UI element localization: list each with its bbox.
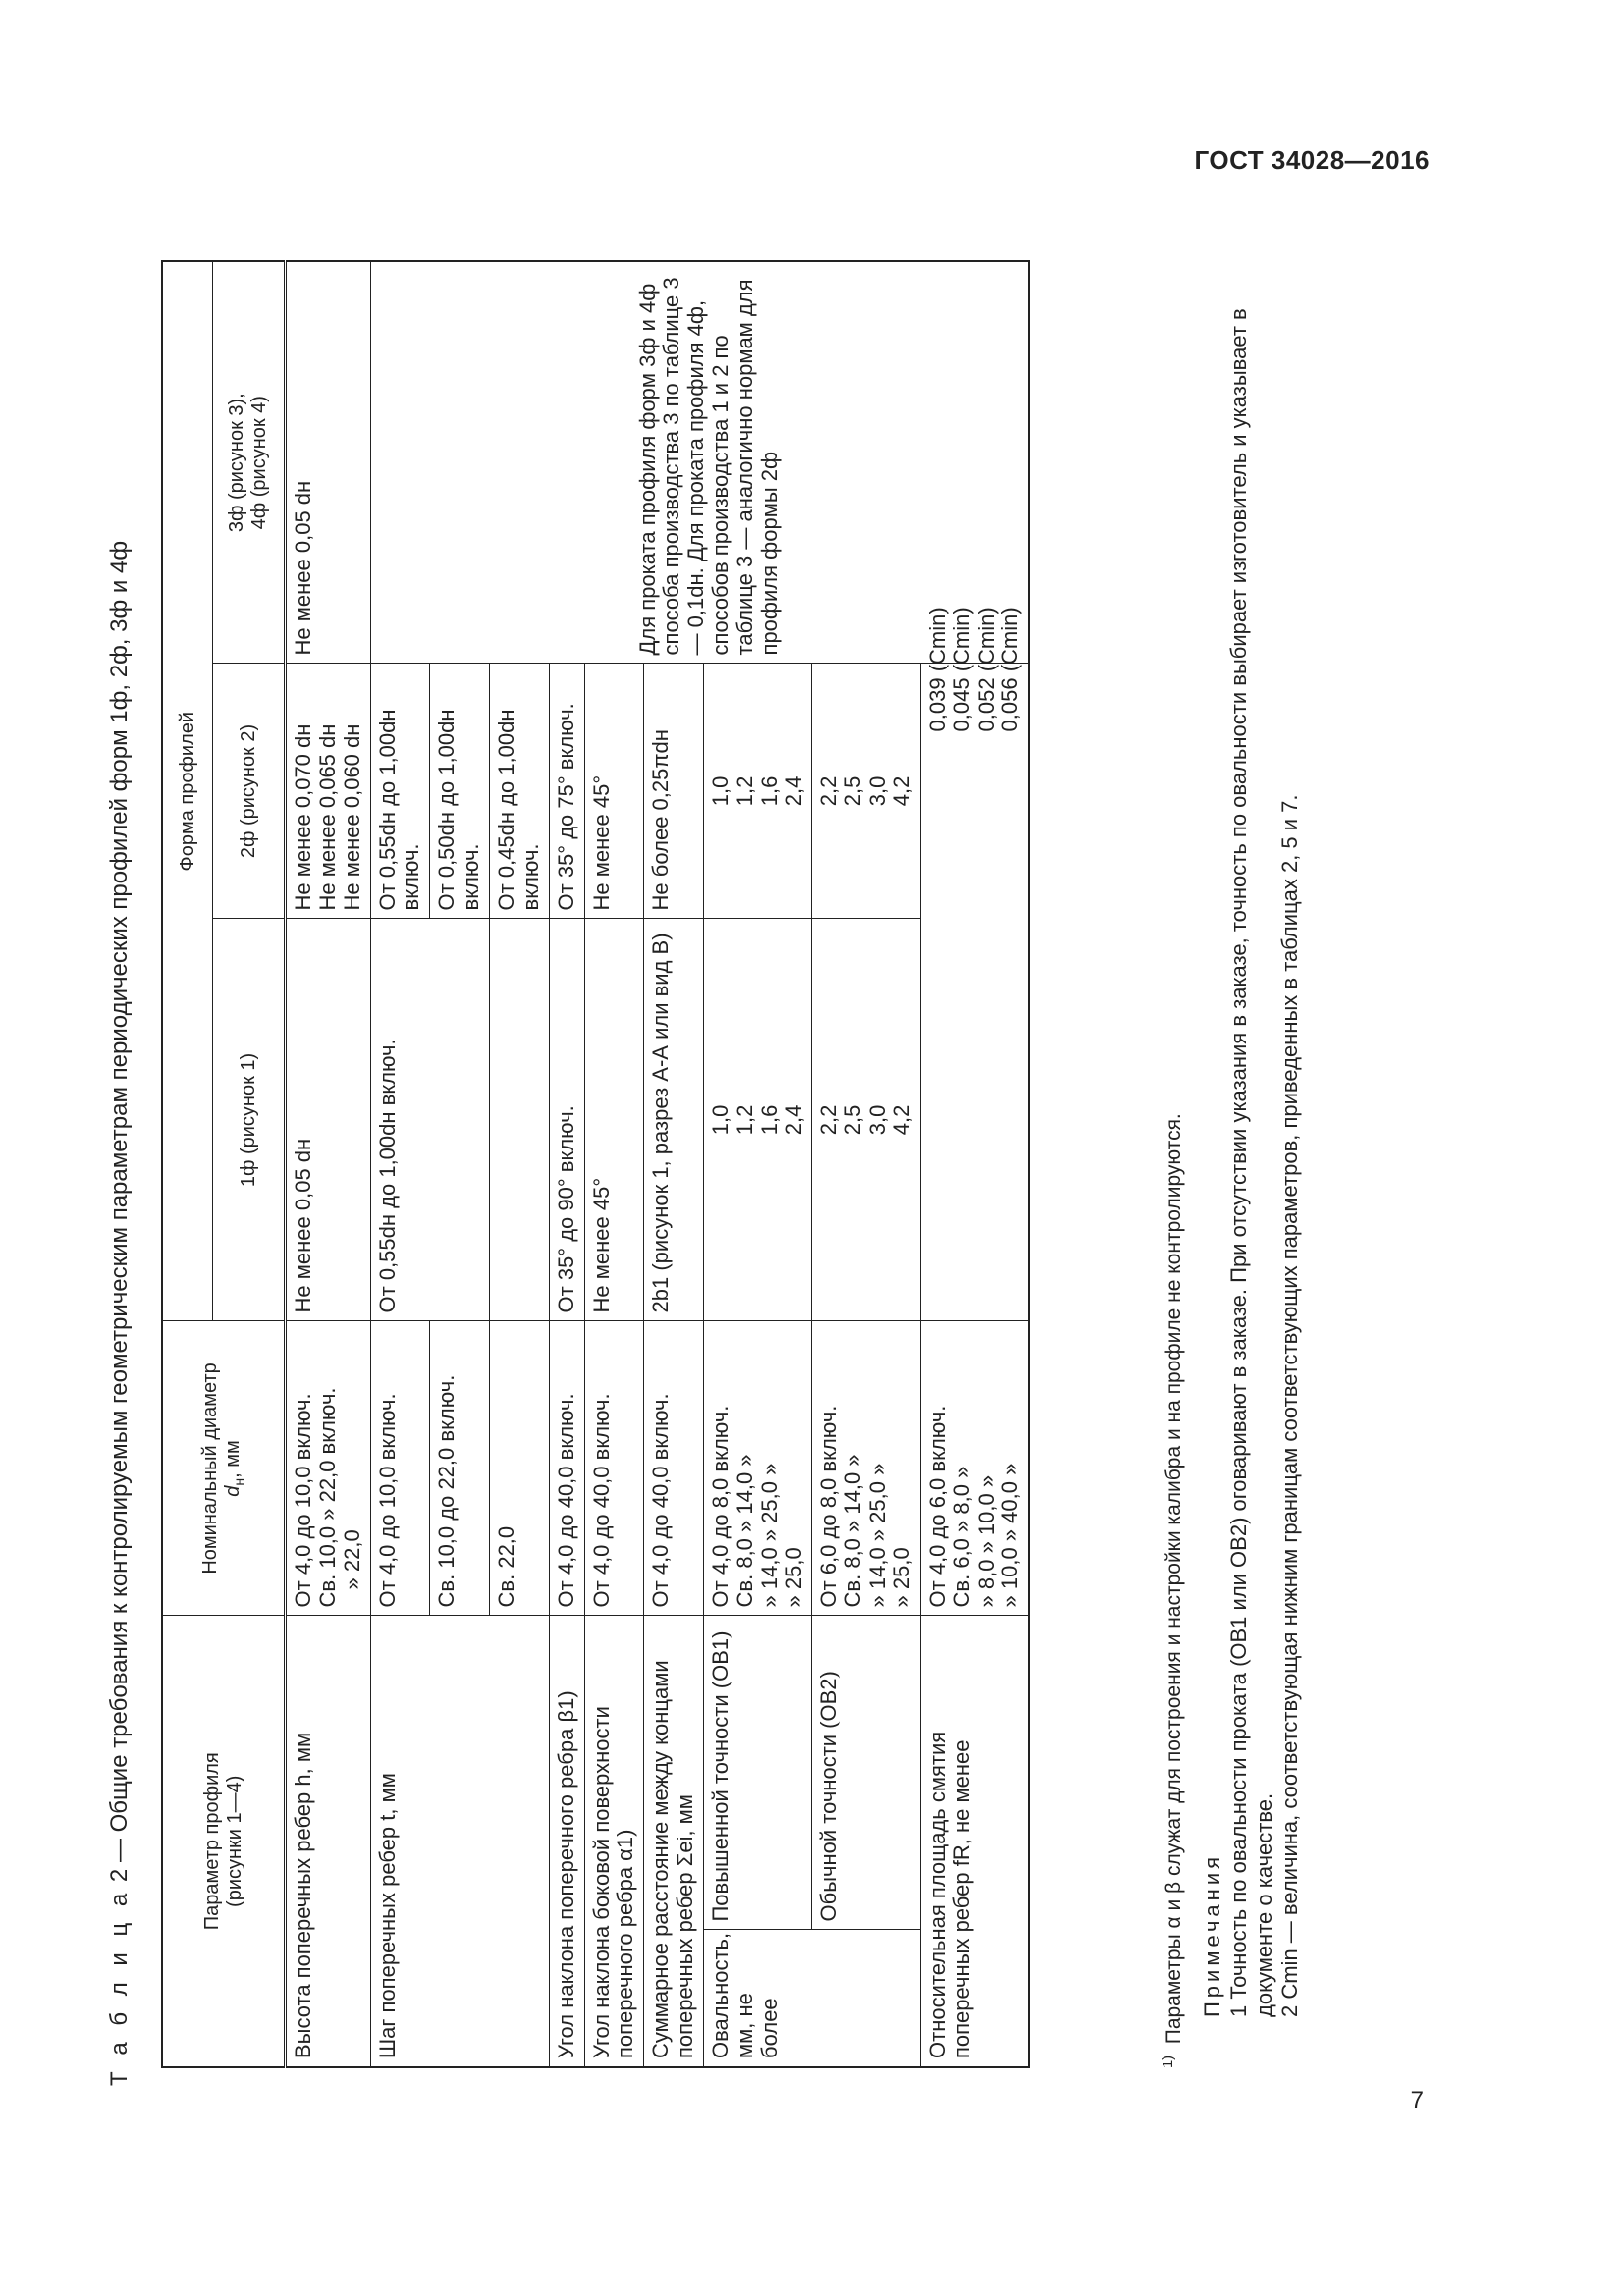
sum-label: Суммарное расстояние между концами поперечных ребер Σei, мм <box>644 1616 704 2067</box>
pitch-form-2-b: От 0,50dн до 1,00dн включ. <box>430 664 490 919</box>
beta-label: Угол наклона поперечного ребра β1) <box>549 1616 584 2067</box>
pitch-form-1: От 0,55dн до 1,00dн включ. <box>370 919 489 1321</box>
row-pitch-1 <box>370 261 430 2067</box>
header-diameter <box>162 1321 286 1616</box>
fr-values: 0,039 (Cmin) 0,045 (Cmin) 0,052 (Cmin) 0,056 (Cmin) <box>920 261 1029 1321</box>
header-diam-label: Номинальный диаметр <box>199 1362 222 1575</box>
fr-label: Относительная площадь смятия поперечных ребер fR, не менее <box>920 1616 1029 2067</box>
rotated-table-block <box>106 211 1446 2086</box>
table-caption <box>106 211 134 2086</box>
ovality-ob1-form-1: 1,0 1,2 1,6 2,4 <box>704 919 812 1321</box>
alpha-form-2: Не менее 45° <box>584 664 644 919</box>
header-form-2: 2ф (рисунок 2) <box>213 664 286 919</box>
requirements-table <box>161 260 1030 2068</box>
caption-prefix: Т а б л и ц а <box>106 1888 133 2086</box>
table-notes <box>1153 262 1304 2068</box>
height-form-2: Не менее 0,070 dн Не менее 0,065 dн Не менее 0,060 dн <box>286 664 371 919</box>
note-1: 1 Точность по овальности проката (ОВ1 или ОВ2) оговаривают в заказе. При отсутствии указания в заказе, точность по овальности выбирает изготовитель и указывает в документе о качестве. <box>1225 308 1276 2017</box>
header-param-sub: (рисунки 1—4) <box>223 1775 245 1907</box>
pitch-form-2-a: От 0,55dн до 1,00dн включ. <box>370 664 430 919</box>
notes-title: Примечания <box>1200 1852 1225 2017</box>
document-id: ГОСТ 34028—2016 <box>1194 145 1430 175</box>
page-number: 7 <box>1410 2087 1424 2113</box>
header-param <box>162 1616 286 2067</box>
note-2: 2 Cmin — величина, соответствующая нижним границам соответствующих параметров, приведенных в таблицах 2, 5 и 7. <box>1277 794 1303 2017</box>
ovality-ob1-form-2: 1,0 1,2 1,6 2,4 <box>704 664 812 919</box>
beta-form-2: От 35° до 75° включ. <box>549 664 584 919</box>
pitch-diam-2: Св. 10,0 до 22,0 включ. <box>430 1321 490 1616</box>
pitch-label: Шаг поперечных ребер t, мм <box>370 1616 549 2067</box>
pitch-diam-3: Св. 22,0 <box>490 1321 550 1616</box>
ovality-ob2-form-2: 2,2 2,5 3,0 4,2 <box>812 664 920 919</box>
height-form-1: Не менее 0,05 dн <box>286 919 371 1321</box>
beta-form-1: От 35° до 90° включ. <box>549 919 584 1321</box>
ovality-ob2-form-1: 2,2 2,5 3,0 4,2 <box>812 919 920 1321</box>
alpha-label: Угол наклона боковой поверхности поперечного ребра α1) <box>584 1616 644 2067</box>
ovality-label: Овальность, мм, не более <box>704 1930 921 2067</box>
ovality-ob2-label: Обычной точности (ОВ2) <box>812 1616 920 1930</box>
alpha-form-1: Не менее 45° <box>584 919 644 1321</box>
fr-diam: От 4,0 до 6,0 включ. Св. 6,0 » 8,0 » » 8,0 » 10,0 » » 10,0 » 40,0 » <box>920 1321 1029 1616</box>
ovality-ob2-diam: От 6,0 до 8,0 включ. Св. 8,0 » 14,0 » » 14,0 » 25,0 » » 25,0 <box>812 1321 920 1616</box>
header-param-label: Параметр профиля <box>200 1752 223 1931</box>
pitch-form-1-empty <box>490 919 550 1321</box>
beta-diam: От 4,0 до 40,0 включ. <box>549 1321 584 1616</box>
pitch-diam-1: От 4,0 до 10,0 включ. <box>370 1321 430 1616</box>
ovality-form-3-4: Для проката профиля форм 3ф и 4ф способа производства 3 по таблице 3 — 0,1dн. Для проката профиля 4ф, способов производства 1 и 2 по таблице 3 — аналогично нормам для профиля формы 2ф <box>634 277 782 656</box>
header-form-1: 1ф (рисунок 1) <box>213 919 286 1321</box>
sum-form-1: 2b1 (рисунок 1, разрез А-А или вид В) <box>644 919 704 1321</box>
footnote: $^{1)}$ Параметры α и β служат для построения и настройки калибра и на профиле не контролируются. <box>1161 1113 1185 2068</box>
alpha-diam: От 4,0 до 40,0 включ. <box>584 1321 644 1616</box>
header-row-1 <box>162 261 213 2067</box>
height-diam: От 4,0 до 10,0 включ. Св. 10,0 » 22,0 включ. » 22,0 <box>286 1321 371 1616</box>
ovality-ob1-label: Повышенной точности (ОВ1) <box>704 1616 812 1930</box>
caption-text: — Общие требования к контролируемым геометрическим параметрам периодических профилей форм 1ф, 2ф, 3ф и 4ф <box>106 540 133 1863</box>
sum-diam: От 4,0 до 40,0 включ. <box>644 1321 704 1616</box>
height-label: Высота поперечных ребер h, мм <box>286 1616 371 2067</box>
sum-form-2: Не более 0,25πdн <box>644 664 704 919</box>
caption-number: 2 <box>106 1868 133 1883</box>
ovality-ob1-diam: От 4,0 до 8,0 включ. Св. 8,0 » 14,0 » » 14,0 » 25,0 » » 25,0 <box>704 1321 812 1616</box>
header-diam-symbol: $d_н$, мм <box>221 1440 246 1497</box>
height-form-3-4: Не менее 0,05 dн <box>286 261 371 664</box>
header-forms: Форма профилей <box>162 261 213 1321</box>
row-height <box>286 261 371 2067</box>
row-fr <box>920 261 1029 2067</box>
header-form-3-4: 3ф (рисунок 3), 4ф (рисунок 4) <box>213 261 286 664</box>
pitch-form-2-c: От 0,45dн до 1,00dн включ. <box>490 664 550 919</box>
